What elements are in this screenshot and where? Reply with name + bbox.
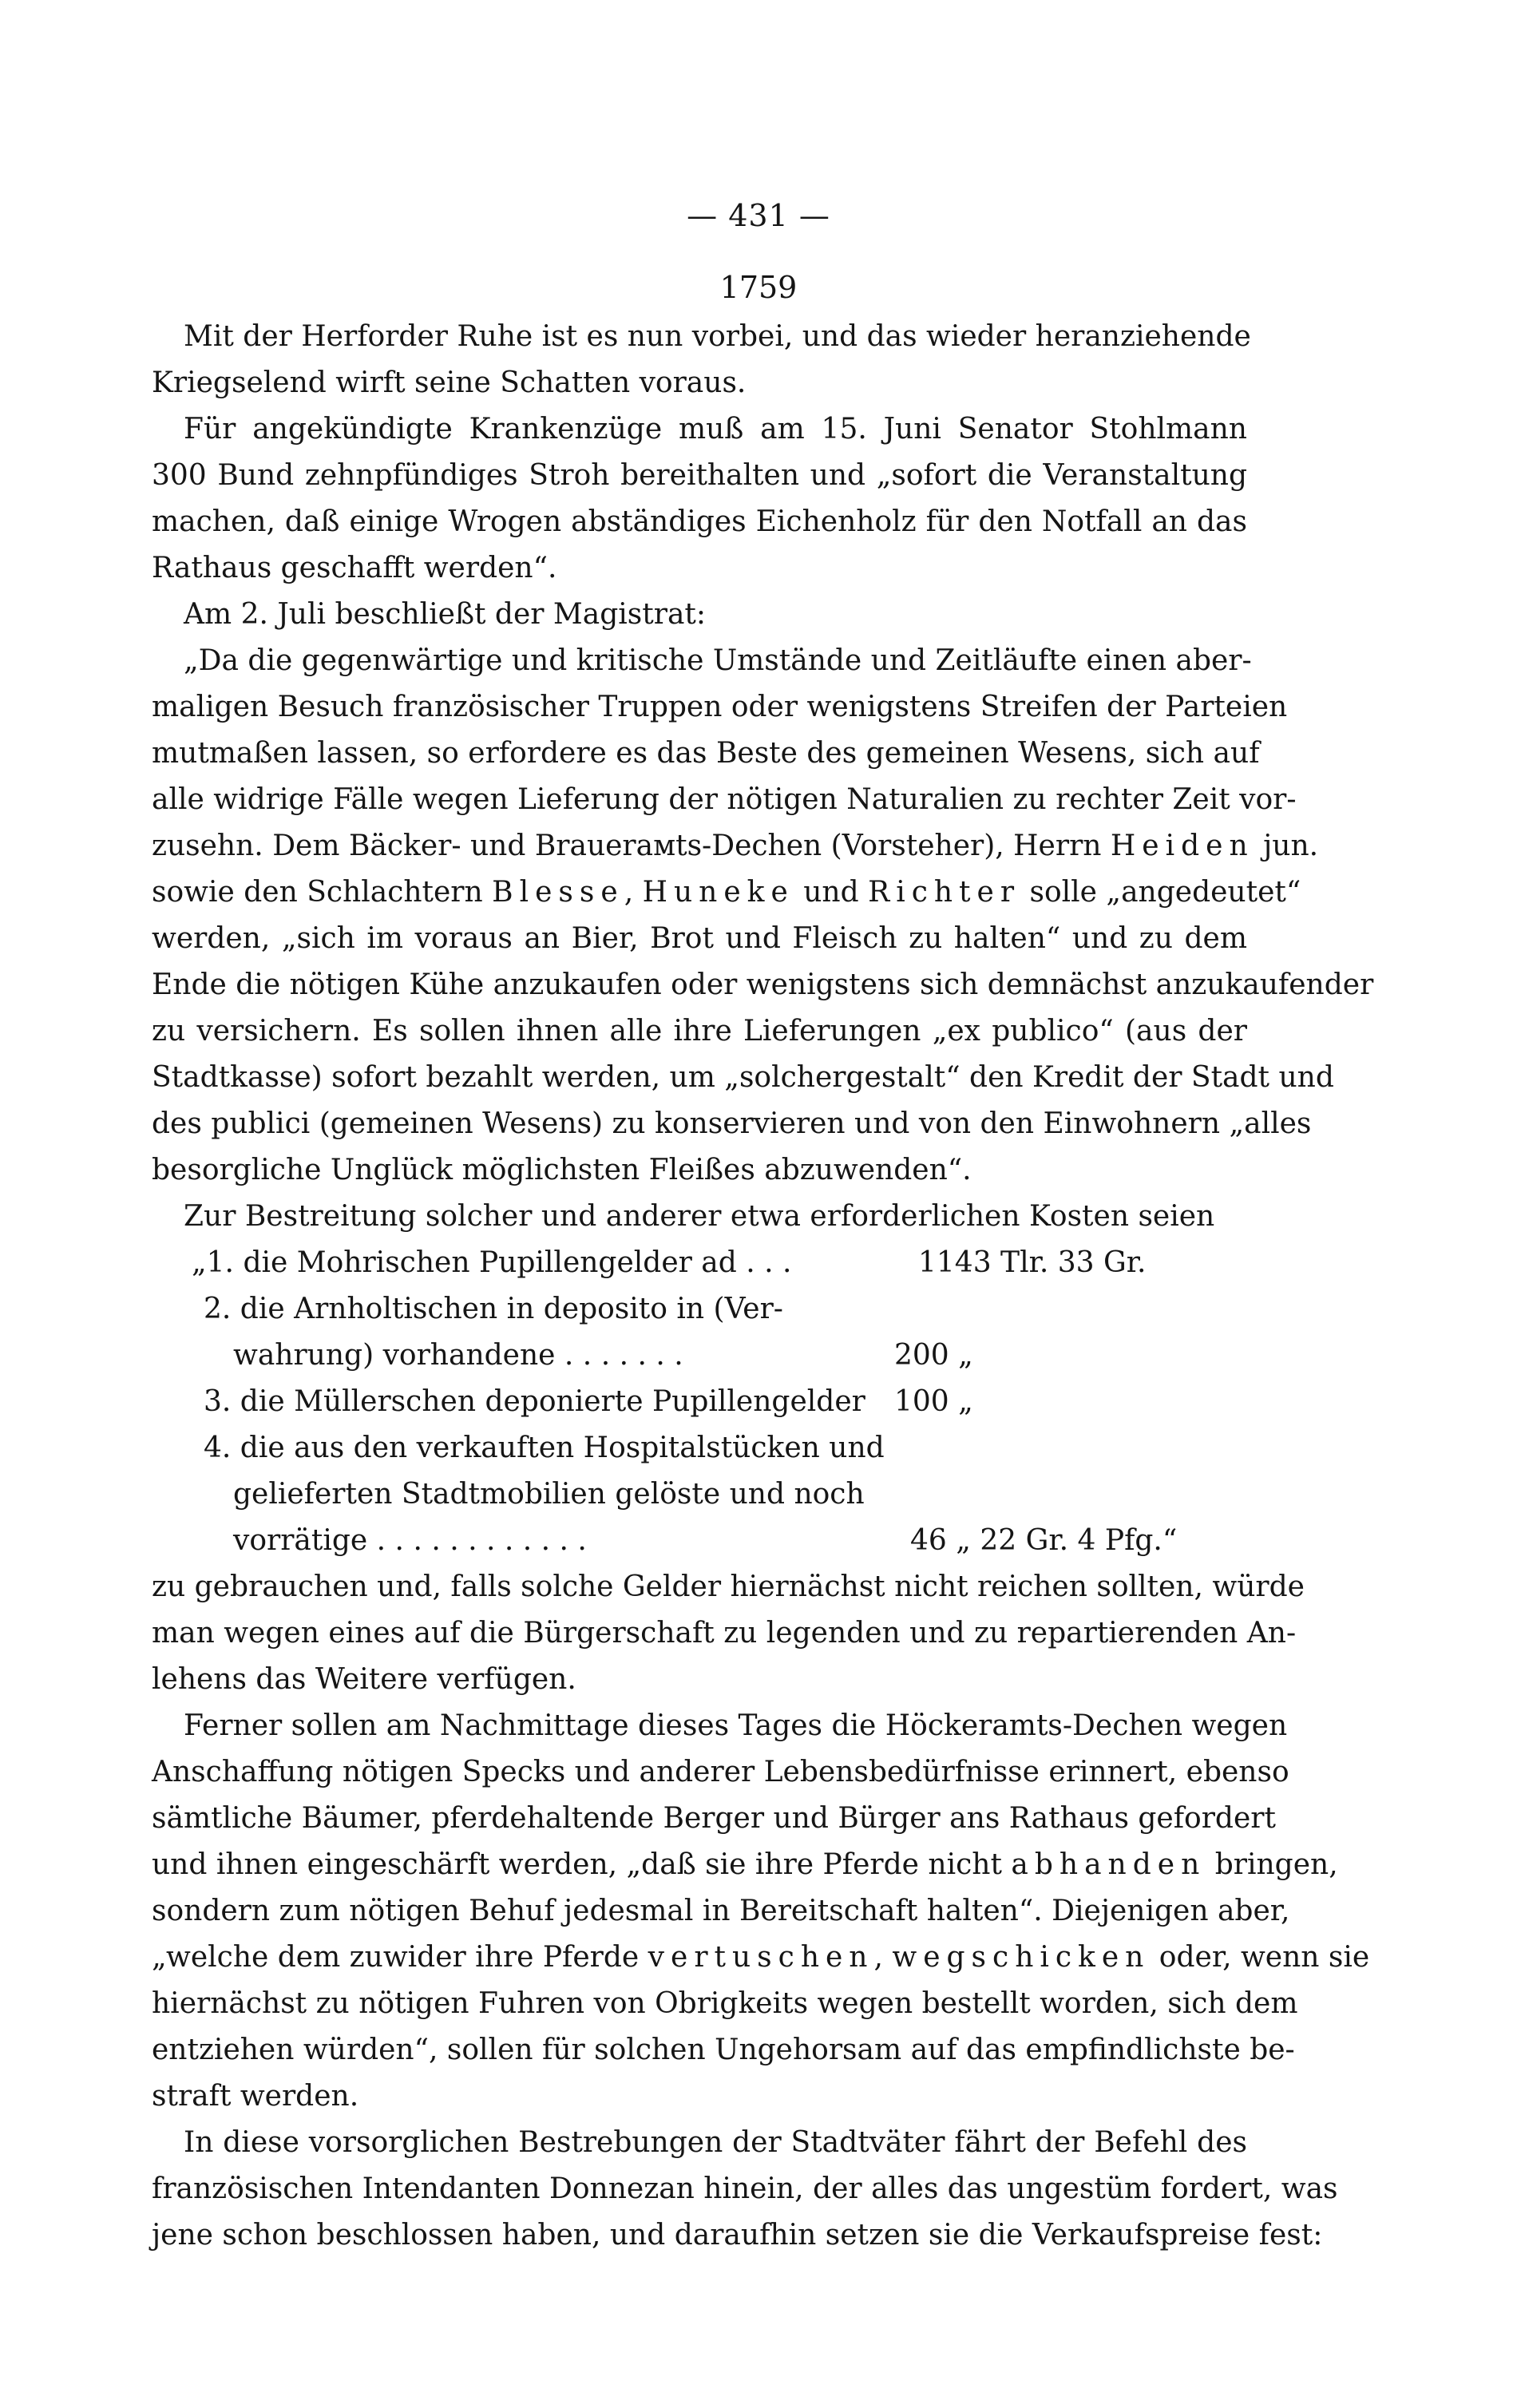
name-spaced: Richter: [868, 876, 1021, 909]
page-number: — 431 —: [687, 198, 830, 233]
list-item: wahrung) vorhandene . . . . . . .: [233, 1339, 683, 1372]
text-segment: solle „angedeutet“: [1020, 876, 1301, 909]
text-line: zu gebrauchen und, falls solche Gelder hiernächst nicht reichen sollten, würde: [152, 1570, 1305, 1603]
text-segment: sowie den Schlachtern: [152, 876, 493, 909]
list-amount: 46 „ 22 Gr. 4 Pfg.“: [910, 1524, 1178, 1557]
list-amount: 1143 Tlr. 33 Gr.: [918, 1246, 1147, 1279]
text-line: Anschaffung nötigen Specks und anderer Lebensbedürfnisse erinnert, ebenso: [152, 1756, 1289, 1788]
text-line: besorgliche Unglück möglichsten Fleißes abzuwenden“.: [152, 1154, 972, 1186]
text-line: straft werden.: [152, 2080, 359, 2113]
list-item: „1. die Mohrischen Pupillengelder ad . . .: [192, 1246, 792, 1279]
text-line: Zur Bestreitung solcher und anderer etwa erforderlichen Kosten seien: [184, 1200, 1215, 1233]
year-heading: 1759: [719, 270, 798, 305]
emphasis-spaced: vertuschen: [648, 1941, 874, 1974]
name-spaced: Blesse: [492, 876, 624, 909]
name-spaced: Heiden: [1110, 830, 1254, 862]
text-line: Ende die nötigen Kühe anzukaufen oder wenigstens sich demnächst anzukaufender: [152, 968, 1374, 1001]
text-line: Ferner sollen am Nachmittage dieses Tages die Höckeramts-Dechen wegen: [184, 1709, 1288, 1742]
text-segment: zusehn. Dem Bäcker- und Brauerамts-Dechen (Vorsteher), Herrn: [152, 830, 1111, 862]
text-line: Mit der Herforder Ruhe ist es nun vorbei, und das wieder heranziehende: [184, 320, 1251, 353]
text-line: lehens das Weitere verfügen.: [152, 1663, 576, 1696]
list-item: 3. die Müllerschen deponierte Pupillengelder: [204, 1385, 865, 1418]
text-line: Am 2. Juli beschließt der Magistrat:: [184, 598, 707, 631]
text-segment: und: [794, 876, 869, 909]
name-spaced: Huneke: [642, 876, 794, 909]
text-line: [152, 869, 1301, 917]
text-line: Für angekündigte Krankenzüge muß am 15. Juni Senator Stohlmann: [184, 413, 1247, 446]
text-segment: und ihnen eingeschärft werden, „daß sie ihre Pferde nicht: [152, 1848, 1012, 1881]
text-line: alle widrige Fälle wegen Lieferung der nötigen Naturalien zu rechter Zeit vor-: [152, 783, 1297, 816]
text-line: des publici (gemeinen Wesens) zu konservieren und von den Einwohnern „alles: [152, 1107, 1312, 1140]
text-line: [152, 822, 1319, 870]
text-line: „Da die gegenwärtige und kritische Umstände und Zeitläufte einen aber-: [184, 644, 1252, 677]
text-line: man wegen eines auf die Bürgerschaft zu legenden und zu repartierenden An-: [152, 1617, 1297, 1650]
text-line: sondern zum nötigen Behuf jedesmal in Bereitschaft halten“. Diejenigen aber,: [152, 1895, 1290, 1927]
text-line: maligen Besuch französischer Truppen oder wenigstens Streifen der Parteien: [152, 691, 1288, 723]
text-line: Stadtkasse) sofort bezahlt werden, um „solchergestalt“ den Kredit der Stadt und: [152, 1061, 1334, 1094]
text-line: In diese vorsorglichen Bestrebungen der Stadtväter fährt der Befehl des: [184, 2126, 1247, 2159]
text-line: zu versichern. Es sollen ihnen alle ihre Lieferungen „ex publico“ (aus der: [152, 1015, 1247, 1048]
list-amount: 200 „: [894, 1339, 973, 1372]
text-line: 300 Bund zehnpfündiges Stroh bereithalten und „sofort die Veranstaltung: [152, 459, 1247, 492]
list-item: gelieferten Stadtmobilien gelöste und noch: [233, 1478, 865, 1511]
text-line: Rathaus geschafft werden“.: [152, 552, 557, 584]
text-line: sämtliche Bäumer, pferdehaltende Berger und Bürger ans Rathaus gefordert: [152, 1802, 1276, 1835]
text-line: französischen Intendanten Donnezan hinein, der alles das ungestüm fordert, was: [152, 2172, 1338, 2205]
text-segment: ,: [624, 876, 643, 909]
text-line: entziehen würden“, sollen für solchen Ungehorsam auf das empfindlichste be-: [152, 2034, 1295, 2066]
list-item: vorrätige . . . . . . . . . . . .: [233, 1524, 587, 1557]
text-line: Kriegselend wirft seine Schatten voraus.: [152, 366, 747, 399]
text-line: mutmaßen lassen, so erfordere es das Beste des gemeinen Wesens, sich auf: [152, 737, 1260, 770]
text-line: [152, 1934, 1370, 1982]
text-segment: jun.: [1254, 830, 1319, 862]
emphasis-spaced: wegschicken: [892, 1941, 1151, 1974]
list-amount: 100 „: [894, 1385, 973, 1418]
text-line: hiernächst zu nötigen Fuhren von Obrigkeits wegen bestellt worden, sich dem: [152, 1987, 1298, 2020]
list-item: 4. die aus den verkauften Hospitalstücken und: [204, 1432, 885, 1464]
text-line: jene schon beschlossen haben, und daraufhin setzen sie die Verkaufspreise fest:: [152, 2219, 1323, 2252]
list-item: 2. die Arnholtischen in deposito in (Ver-: [204, 1293, 783, 1325]
text-segment: „welche dem zuwider ihre Pferde: [152, 1941, 648, 1974]
text-line: [152, 1841, 1338, 1889]
text-segment: oder, wenn sie: [1150, 1941, 1370, 1974]
text-line: machen, daß einige Wrogen abständiges Eichenholz für den Notfall an das: [152, 505, 1247, 538]
emphasis-spaced: abhanden: [1011, 1848, 1206, 1881]
text-segment: ,: [873, 1941, 893, 1974]
text-segment: bringen,: [1206, 1848, 1338, 1881]
text-line: werden, „sich im voraus an Bier, Brot und Fleisch zu halten“ und zu dem: [152, 922, 1247, 955]
